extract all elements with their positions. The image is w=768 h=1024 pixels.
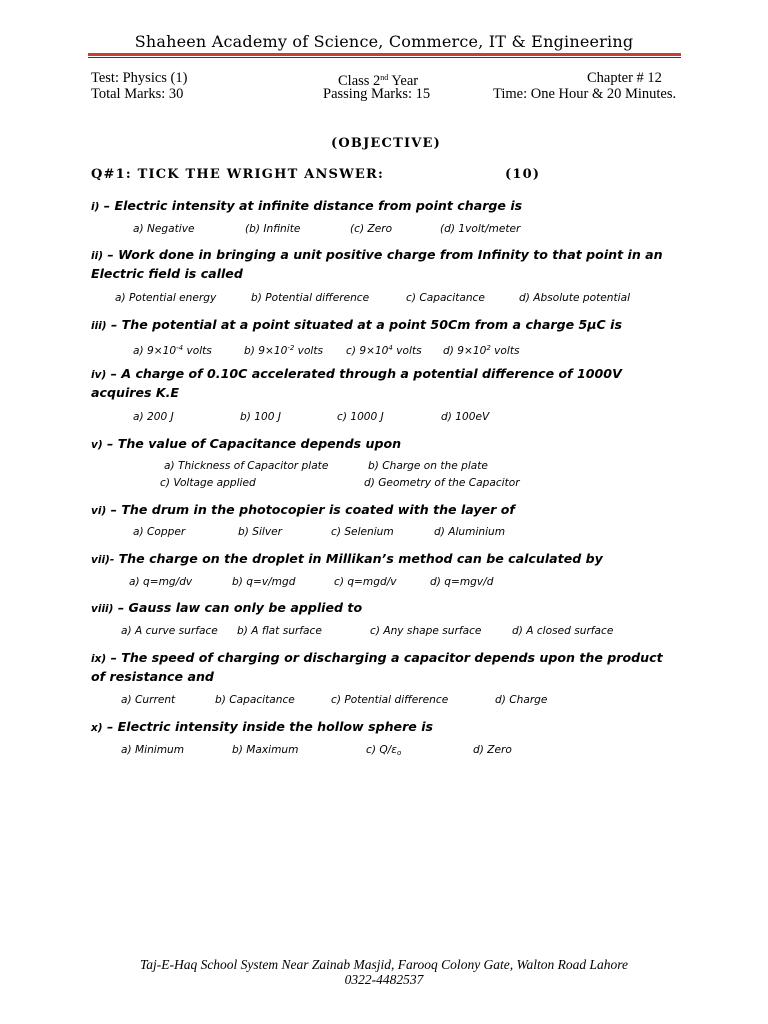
question-number: i) — [91, 201, 100, 213]
answer-option[interactable]: a) A curve surface — [121, 625, 218, 637]
chapter-label: Chapter # 12 — [587, 70, 662, 86]
question-1-title: Q#1: TICK THE WRIGHT ANSWER: — [91, 167, 385, 182]
question-text: ii) – Work done in bringing a unit positive charge from Infinity to that point in an — [91, 247, 663, 262]
answer-option[interactable]: b) Charge on the plate — [368, 460, 488, 472]
answer-option[interactable]: d) $9\times 10^2$ volts — [443, 344, 520, 357]
test-subject: Test: Physics (1) — [91, 70, 188, 86]
question-number: viii) — [91, 603, 114, 615]
answer-option[interactable]: (c) Zero — [350, 223, 393, 235]
answer-option[interactable]: b) $9\times 10^{-2}$ volts — [244, 344, 324, 357]
answer-option[interactable]: a) Thickness of Capacitor plate — [164, 460, 329, 472]
question-number: iv) — [91, 369, 107, 381]
answer-option[interactable]: b) Silver — [238, 526, 282, 538]
answer-option[interactable]: b) Potential difference — [251, 292, 370, 304]
answer-option[interactable]: d) 100eV — [441, 411, 490, 423]
answer-option[interactable]: a) $9\times 10^{-4}$ volts — [133, 344, 212, 357]
question-text: vii)- The charge on the droplet in Millikan’s method can be calculated by — [91, 551, 603, 566]
question-text: of resistance and — [91, 669, 214, 684]
answer-option[interactable]: d) Zero — [473, 744, 512, 756]
question-text: iii) – The potential at a point situated at a point 50Cm from a charge 5µC is — [91, 317, 622, 332]
answer-option[interactable]: c) $9\times 10^4$ volts — [346, 344, 422, 357]
answer-option[interactable]: (d) 1volt/meter — [440, 223, 521, 235]
answer-option[interactable]: c) Selenium — [331, 526, 394, 538]
answer-option[interactable]: d) q=mgv/d — [430, 576, 494, 588]
answer-option[interactable]: d) Aluminium — [434, 526, 506, 538]
question-text: v) – The value of Capacitance depends upon — [91, 436, 402, 451]
question-number: vii)- — [91, 554, 115, 566]
question-text: i) – Electric intensity at infinite distance from point charge is — [91, 198, 523, 213]
answer-option[interactable]: b) 100 J — [240, 411, 281, 423]
question-number: ii) — [91, 250, 103, 262]
answer-option[interactable]: c) 1000 J — [337, 411, 384, 423]
answer-option[interactable]: c) Capacitance — [406, 292, 485, 304]
question-number: iii) — [91, 320, 107, 332]
school-title: Shaheen Academy of Science, Commerce, IT & Engineering — [134, 32, 634, 51]
question-number: vi) — [91, 505, 107, 517]
answer-option[interactable]: (b) Infinite — [245, 223, 301, 235]
footer-address: Taj-E-Haq School System Near Zainab Masjid, Farooq Colony Gate, Walton Road Lahore — [139, 957, 629, 972]
answer-option[interactable]: a) 200 J — [133, 411, 174, 423]
answer-option[interactable]: a) Current — [121, 694, 176, 706]
question-text: x) – Electric intensity inside the hollow sphere is — [91, 719, 434, 734]
answer-option[interactable]: a) Potential energy — [115, 292, 217, 304]
question-number: x) — [91, 722, 103, 734]
section-title: (OBJECTIVE) — [331, 136, 441, 151]
passing-marks: Passing Marks: 15 — [323, 86, 431, 102]
answer-option[interactable]: b) q=v/mgd — [232, 576, 296, 588]
answer-option[interactable]: d) Charge — [495, 694, 548, 706]
question-text: iv) – A charge of 0.10C accelerated through a potential difference of 1000V — [91, 366, 622, 381]
question-number: v) — [91, 439, 103, 451]
question-text: vi) – The drum in the photocopier is coated with the layer of — [91, 502, 515, 517]
answer-option[interactable]: c) q=mgd/v — [334, 576, 397, 588]
question-text: acquires K.E — [91, 385, 180, 400]
answer-option[interactable]: c) Voltage applied — [160, 477, 256, 489]
answer-option[interactable]: d) Absolute potential — [519, 292, 631, 304]
answer-option[interactable]: c) Any shape surface — [370, 625, 482, 637]
answer-option[interactable]: d) A closed surface — [512, 625, 614, 637]
question-text: viii) – Gauss law can only be applied to — [91, 600, 363, 615]
answer-option[interactable]: b) Maximum — [232, 744, 299, 756]
answer-option[interactable]: a) Negative — [133, 223, 195, 235]
answer-option[interactable]: a) q=mg/dv — [129, 576, 193, 588]
question-text: ix) – The speed of charging or discharging a capacitor depends upon the product — [91, 650, 663, 665]
answer-option[interactable]: a) Copper — [133, 526, 186, 538]
answer-option[interactable]: c) Potential difference — [331, 694, 449, 706]
class-label: Class 2nd Year — [338, 73, 419, 89]
answer-option[interactable]: c) $Q/\varepsilon_o$ — [366, 744, 402, 757]
question-1-marks: (10) — [505, 167, 541, 182]
answer-option[interactable]: d) Geometry of the Capacitor — [364, 477, 520, 489]
answer-option[interactable]: b) A flat surface — [237, 625, 322, 637]
answer-option[interactable]: b) Capacitance — [215, 694, 295, 706]
footer-phone: 0322-4482537 — [344, 972, 424, 987]
total-marks: Total Marks: 30 — [91, 86, 184, 102]
header-rule-thin — [88, 57, 681, 58]
question-text: Electric field is called — [91, 266, 243, 281]
question-number: ix) — [91, 653, 107, 665]
header-rule — [88, 53, 681, 56]
time-allowed: Time: One Hour & 20 Minutes. — [493, 86, 677, 102]
answer-option[interactable]: a) Minimum — [121, 744, 185, 756]
